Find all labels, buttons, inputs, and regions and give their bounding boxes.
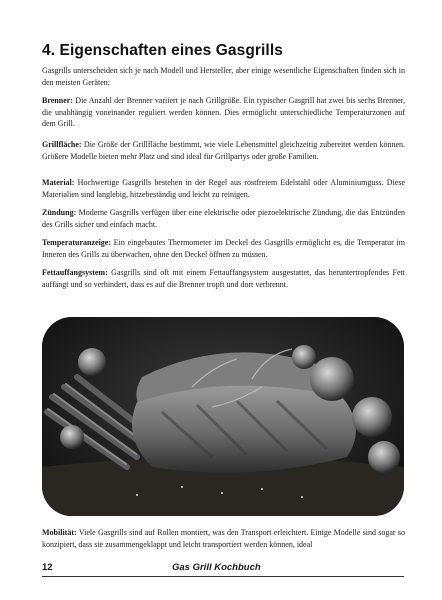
feature-text: Moderne Gasgrills verfügen über eine elektrische oder piezoelektrische Zündung, die das Entzünden des Grills sicher und einfach macht. [42, 208, 405, 229]
footer-divider [42, 576, 404, 577]
feature-zuendung [42, 207, 405, 230]
feature-temperaturanzeige [42, 237, 405, 260]
feature-text: Viele Gasgrills sind auf Rollen montiert, was den Transport erleichtert. Einige Modelle sind sogar so konzipiert, dass sie zusammengeklappt und leicht transportiert werden können, ideal [42, 528, 405, 549]
feature-text: Hochwertige Gasgrills bestehen in der Regel aus rostfreiem Edelstahl oder Aluminiumguss. Diese Materialien sind langlebig, hitzebeständig und leicht zu reinigen. [42, 178, 405, 199]
feature-grillflaeche [42, 139, 405, 162]
feature-fettauffangsystem [42, 267, 405, 290]
feature-mobilitaet [42, 527, 405, 550]
feature-label: Zündung: [42, 208, 77, 217]
book-title: Gas Grill Kochbuch [172, 562, 261, 573]
feature-label: Temperaturanzeige: [42, 238, 112, 247]
feature-text: Die Größe der Grillfläche bestimmt, wie viele Lebensmittel gleichzeitig zubereitet werden können. Größere Modelle bieten mehr Platz und sind ideal für Grillpartys oder große Familien. [42, 140, 405, 161]
feature-label: Brenner: [42, 96, 73, 105]
feature-label: Material: [42, 178, 75, 187]
feature-text: Ein eingebautes Thermometer im Deckel des Gasgrills ermöglicht es, die Temperatur im Inneren des Grills zu überwachen, ohne den Deckel öffnen zu müssen. [42, 238, 405, 259]
feature-material [42, 177, 405, 200]
page-number: 12 [42, 562, 53, 573]
feature-text: Die Anzahl der Brenner variiert je nach Grillgröße. Ein typischer Gasgrill hat zwei bis sechs Brenner, die unabhängig voneinander reguliert werden können. Dies ermöglicht unterschiedliche Temperaturzonen auf dem Grill. [42, 96, 405, 129]
feature-brenner [42, 95, 405, 130]
grilled-steak-illustration [42, 317, 404, 516]
section-heading: 4. Eigenschaften eines Gasgrills [42, 42, 283, 59]
feature-label: Fettauffangsystem: [42, 268, 108, 277]
feature-label: Mobilität: [42, 528, 77, 537]
feature-text: Gasgrills sind oft mit einem Fettauffangsystem ausgestattet, das heruntertropfendes Fett auffängt und so verhindert, dass es auf die Brenner tropft und dort verbrennt. [42, 268, 405, 289]
feature-label: Grillfläche: [42, 140, 82, 149]
section-intro: Gasgrills unterscheiden sich je nach Modell und Hersteller, aber einige wesentliche Eigenschaften finden sich in den meisten Geräten: [42, 66, 405, 87]
grilled-steak-photo [42, 317, 404, 516]
